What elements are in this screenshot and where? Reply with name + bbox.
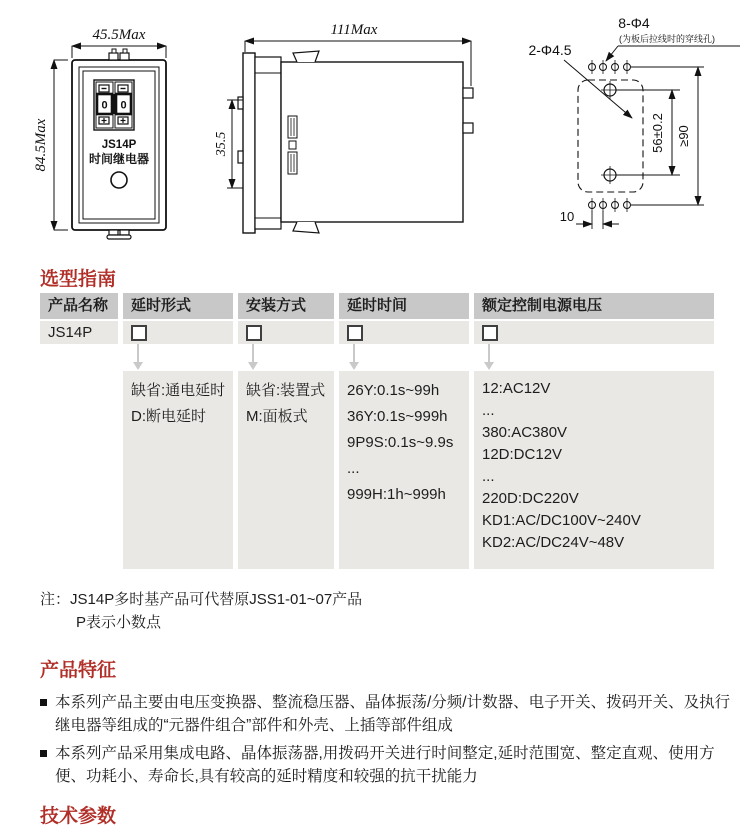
down-arrow-icon — [129, 344, 147, 371]
detail-line: 缺省:通电延时 — [131, 382, 226, 399]
digit-window-right: 0 — [120, 99, 127, 112]
option-checkbox — [482, 325, 498, 341]
column-header: 延时时间 — [339, 293, 469, 319]
column-header: 延时形式 — [123, 293, 233, 319]
detail-line: M:面板式 — [246, 408, 308, 425]
front-height-dim: 84.5Max — [33, 118, 49, 172]
down-arrow-icon — [244, 344, 262, 371]
side-height-dim: 35.5 — [214, 131, 229, 157]
down-arrow-icon — [345, 344, 363, 371]
down-arrow-icon — [480, 344, 498, 371]
digit-window-left: 0 — [101, 99, 108, 112]
thumbwheel-switch — [94, 80, 134, 130]
mounting-drawing — [512, 5, 750, 240]
column-delay-time — [339, 293, 469, 569]
table-note-line2: P表示小数点 — [76, 614, 162, 631]
detail-line: D:断电延时 — [131, 408, 207, 425]
product-name-value: JS14P — [48, 324, 93, 341]
wire-holes-label: 8-Φ4 — [618, 15, 650, 31]
detail-line: 12D:DC12V — [482, 446, 563, 463]
detail-line: 999H:1h~999h — [347, 486, 446, 503]
feature-item — [40, 691, 740, 737]
feature-text: 本系列产品采用集成电路、晶体振荡器,用拨码开关进行时间整定,延时范围宽、整定直观、使用方便、功耗小、寿命长,具有较高的延时精度和较强的抗干扰能力 — [55, 745, 715, 785]
column-product-name — [40, 293, 118, 569]
front-width-dim: 45.5Max — [92, 27, 146, 43]
top-wire-holes — [589, 60, 631, 74]
detail-line: ... — [347, 460, 360, 477]
min-clearance-dim: ≥90 — [676, 125, 691, 147]
panel-indicator — [111, 172, 127, 188]
detail-box — [123, 371, 233, 569]
mount-holes — [601, 81, 619, 184]
detail-line: KD2:AC/DC24V~48V — [482, 534, 625, 551]
detail-line: ... — [482, 402, 495, 419]
tech-params-title: 技术参数 — [40, 806, 117, 827]
detail-line: 12:AC12V — [482, 380, 551, 397]
detail-box — [339, 371, 469, 569]
bullet-square-icon — [40, 750, 47, 757]
option-checkbox — [246, 325, 262, 341]
bullet-square-icon — [40, 699, 47, 706]
side-view-drawing — [213, 8, 493, 240]
column-header: 产品名称 — [40, 293, 118, 319]
detail-line: 26Y:0.1s~99h — [347, 382, 440, 399]
detail-line: KD1:AC/DC100V~240V — [482, 512, 641, 529]
option-checkbox — [131, 325, 147, 341]
column-delay-form — [123, 293, 233, 569]
wire-holes-note: (为板后拉线时的穿线孔) — [619, 34, 715, 44]
option-checkbox — [347, 325, 363, 341]
table-note-line1: 注：JS14P多时基产品可代替原JSS1-01~07产品 — [40, 591, 363, 608]
column-header: 安装方式 — [238, 293, 334, 319]
feature-text: 本系列产品主要由电压变换器、整流稳压器、晶体振荡/分频/计数器、电子开关、拨码开关、及执行继电器等组成的“元器件组合”部件和外壳、上插等部件组成 — [55, 694, 731, 734]
panel-model-text: JS14P — [101, 139, 137, 151]
hole-spacing-dim: 10 — [559, 209, 575, 224]
mount-holes-label: 2-Φ4.5 — [528, 42, 572, 58]
hole-pitch-dim: 56±0.2 — [650, 113, 665, 153]
detail-box — [474, 371, 714, 569]
front-view-drawing — [28, 8, 180, 240]
detail-line: 220D:DC220V — [482, 490, 579, 507]
detail-box — [238, 371, 334, 569]
column-header: 额定控制电源电压 — [474, 293, 714, 319]
features-title: 产品特征 — [40, 660, 117, 681]
feature-item — [40, 742, 740, 788]
selection-guide-title: 选型指南 — [40, 269, 117, 290]
bottom-wire-holes — [589, 198, 631, 212]
side-width-dim: 111Max — [330, 22, 378, 38]
detail-line: 380:AC380V — [482, 424, 568, 441]
selection-guide-table — [40, 293, 714, 569]
detail-line: 9P9S:0.1s~9.9s — [347, 434, 454, 451]
detail-line: 36Y:0.1s~999h — [347, 408, 448, 425]
detail-line: 缺省:装置式 — [246, 382, 326, 399]
column-rated-voltage — [474, 293, 714, 569]
features-list — [40, 691, 740, 788]
column-mounting-style — [238, 293, 334, 569]
panel-label-text: 时间继电器 — [88, 152, 150, 166]
detail-line: ... — [482, 468, 495, 485]
